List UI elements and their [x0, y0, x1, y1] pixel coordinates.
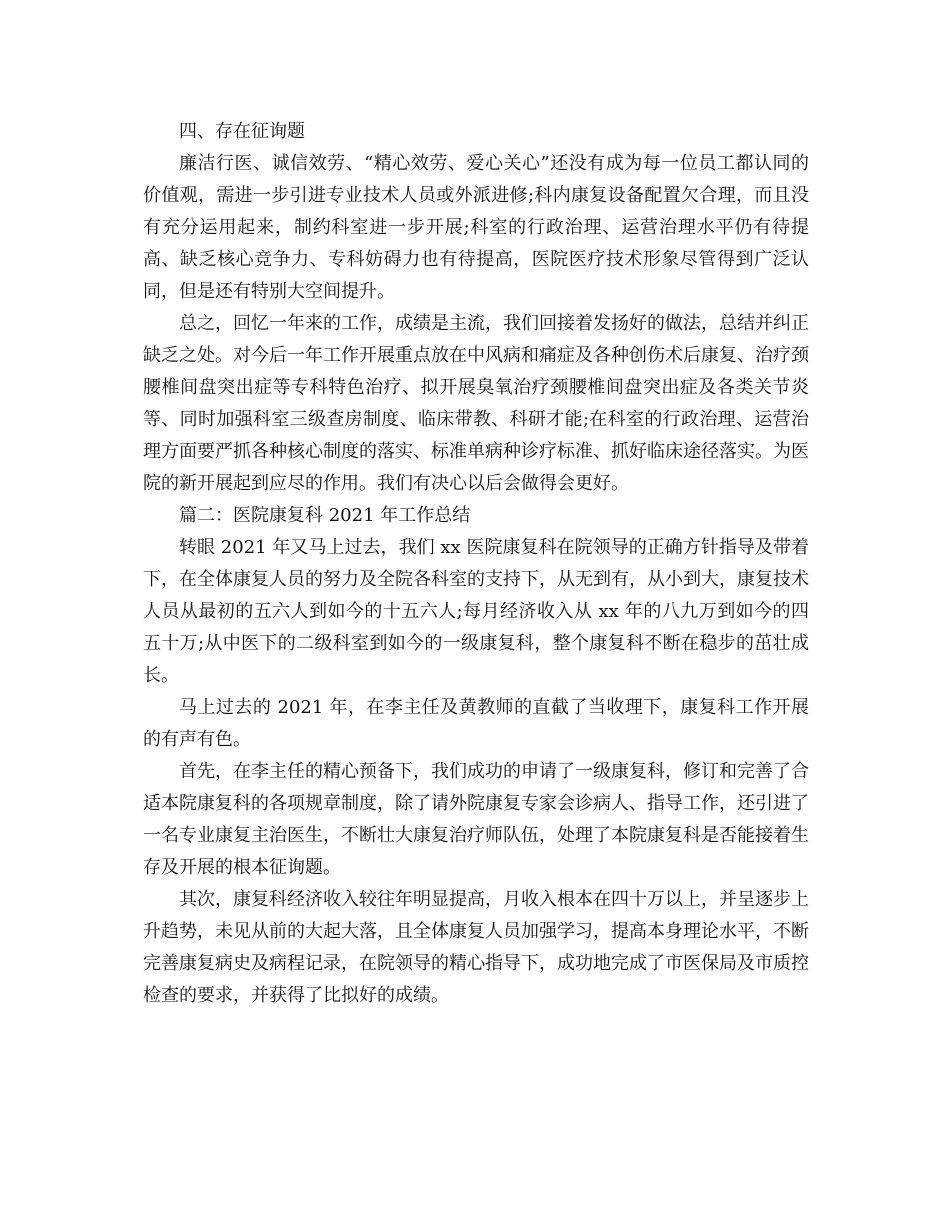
paragraph-issues: 廉洁行医、诚信效劳、“精心效劳、爱心关心”还没有成为每一位员工都认同的价值观，需进一步引进专业技术人员或外派进修;科内康复设备配置欠合理，而且没有充分运用起来，制约科室进一步开展;科室的行政治理、运营治理水平仍有待提高、缺乏核心竞争力、专科妨碍力也有待提高，医院医疗技术形象尽管得到广泛认同，但是还有特别大空间提升。 [143, 153, 809, 302]
paragraph-summary: 总之，回忆一年来的工作，成绩是主流，我们回接着发扬好的做法，总结并纠正缺乏之处。对今后一年工作开展重点放在中风病和痛症及各种创伤术后康复、治疗颈腰椎间盘突出症等专科特色治疗、拟开展臭氧治疗颈腰椎间盘突出症及各类关节炎等、同时加强科室三级查房制度、临床带教、科研才能;在科室的行政治理、运营治理方面要严抓各种核心制度的落实、标准单病种诊疗标准、抓好临床途径落实。为医院的新开展起到应尽的作用。我们有决心以后会做得会更好。 [143, 313, 809, 494]
paragraph-first: 首先，在李主任的精心预备下，我们成功的申请了一级康复科，修订和完善了合适本院康复科的各项规章制度，除了请外院康复专家会诊病人、指导工作，还引进了一名专业康复主治医生，不断壮大康复治疗师队伍，处理了本院康复科是否能接着生存及开展的根本征询题。 [143, 761, 809, 878]
paragraph-intro: 转眼 2021 年又马上过去，我们 xx 医院康复科在院领导的正确方针指导及带着下，在全体康复人员的努力及全院各科室的支持下，从无到有，从小到大，康复技术人员从最初的五六人到如今的十五六人;每月经济收入从 xx 年的八九万到如今的四五十万;从中医下的二级科室到如今的一级康复科，整个康复科不断在稳步的茁壮成长。 [143, 537, 809, 686]
section-heading: 四、存在征询题 [179, 121, 305, 142]
paragraph-year-review: 马上过去的 2021 年，在李主任及黄教师的直截了当收理下，康复科工作开展的有声有色。 [143, 697, 809, 750]
document-body [143, 116, 809, 1012]
paragraph-second: 其次，康复科经济收入较往年明显提高，月收入根本在四十万以上，并呈逐步上升趋势，未见从前的大起大落，且全体康复人员加强学习，提高本身理论水平，不断完善康复病史及病程记录，在院领导的精心指导下，成功地完成了市医保局及市质控检查的要求，并获得了比拟好的成绩。 [143, 889, 809, 1006]
article-title: 篇二：医院康复科 2021 年工作总结 [179, 505, 471, 526]
